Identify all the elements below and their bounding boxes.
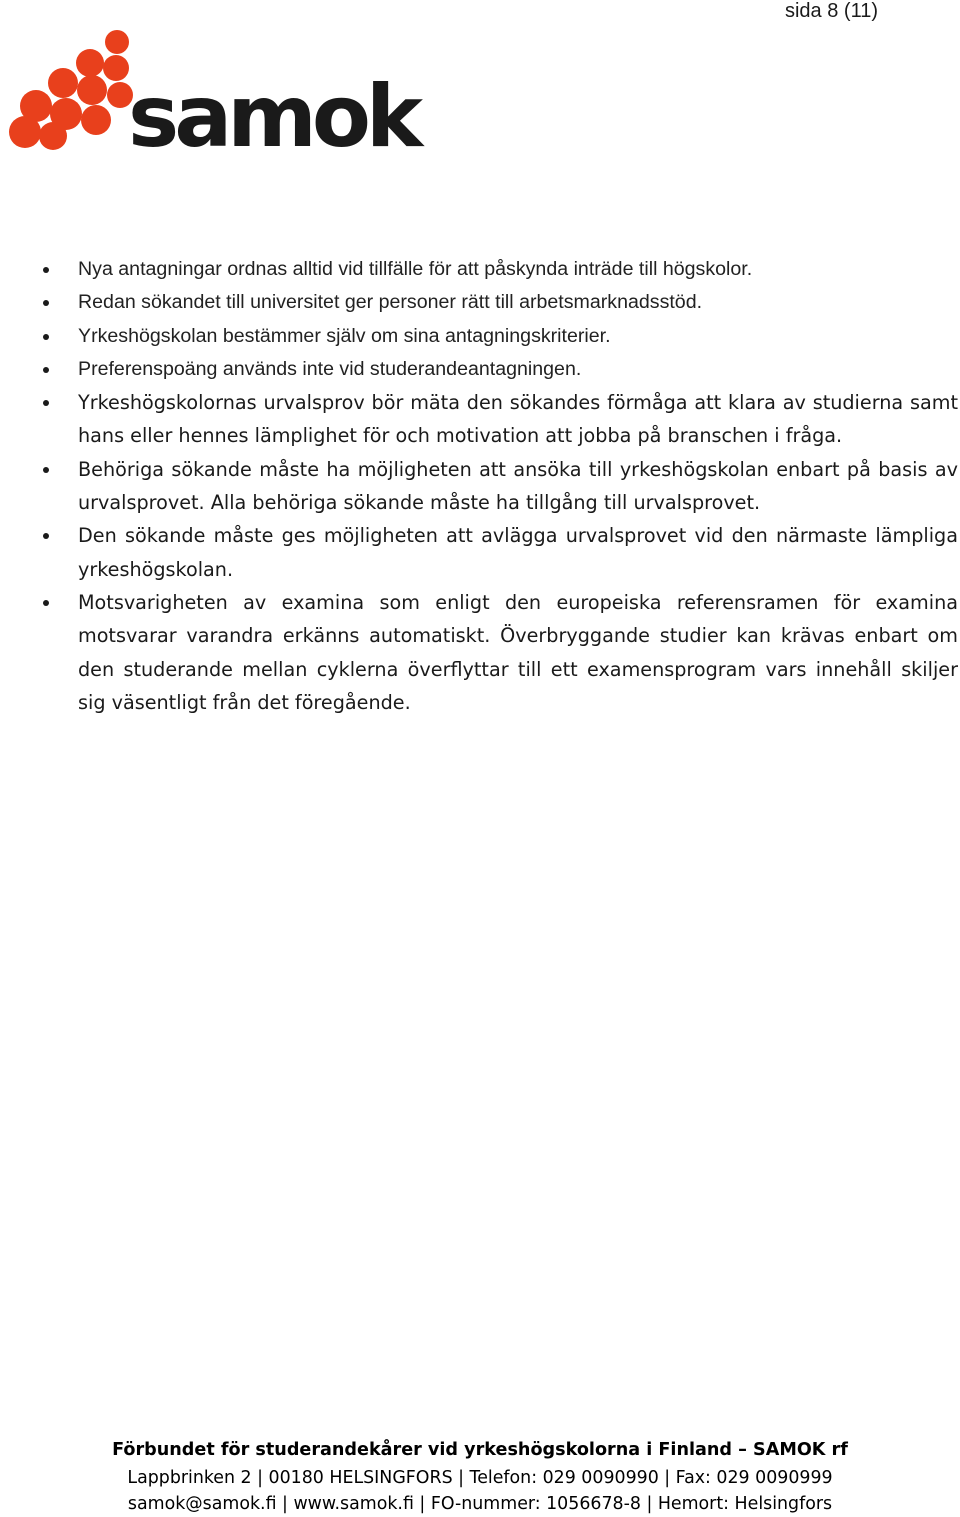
list-item: Behöriga sökande måste ha möjligheten att ansöka till yrkeshögskolan enbart på basis av urvalsprovet. Alla behöriga sökande måste ha tillgång till urvalsprovet. [0,453,960,520]
list-item: Yrkeshögskolornas urvalsprov bör mäta den sökandes förmåga att klara av studierna samt hans eller hennes lämplighet för och motivation att jobba på branschen i fråga. [0,386,960,453]
bullet-icon [43,300,49,306]
bullet-list [0,253,960,719]
list-item: Redan sökandet till universitet ger personer rätt till arbetsmarknadsstöd. [0,286,960,319]
page-number: sida 8 (11) [784,0,878,22]
bullet-icon [43,600,49,606]
footer-title: Förbundet för studerandekårer vid yrkeshögskolorna i Finland – SAMOK rf [112,1440,848,1460]
bullet-icon [43,533,49,539]
footer-address: Lappbrinken 2 | 00180 HELSINGFORS | Telefon: 029 0090990 | Fax: 029 0090999 [127,1468,833,1488]
list-item: Den sökande måste ges möjligheten att avlägga urvalsprovet vid den närmaste lämpliga yrkeshögskolan. [0,519,960,586]
bullet-icon [43,467,49,473]
list-item: Nya antagningar ordnas alltid vid tillfälle för att påskynda inträde till högskolor. [0,253,960,286]
samok-logo [6,28,436,154]
bullet-icon [43,334,49,340]
logo-dots-icon [9,30,133,150]
list-item: Yrkeshögskolan bestämmer själv om sina antagningskriterier. [0,320,960,353]
list-item: Motsvarigheten av examina som enligt den europeiska referensramen för examina motsvarar varandra erkänns automatiskt. Överbryggande studier kan krävas enbart om den studerande mellan cyklerna överflyttar till ett examensprogram vars innehåll skiljer sig väsentligt från det föregående. [0,586,960,719]
list-item: Preferenspoäng används inte vid studerandeantagningen. [0,353,960,386]
footer-contact: samok@samok.fi | www.samok.fi | FO-nummer: 1056678-8 | Hemort: Helsingfors [127,1494,833,1514]
bullet-icon [43,267,49,273]
bullet-icon [43,400,49,406]
bullet-icon [43,367,49,373]
logo-wordmark: samok [128,67,419,154]
